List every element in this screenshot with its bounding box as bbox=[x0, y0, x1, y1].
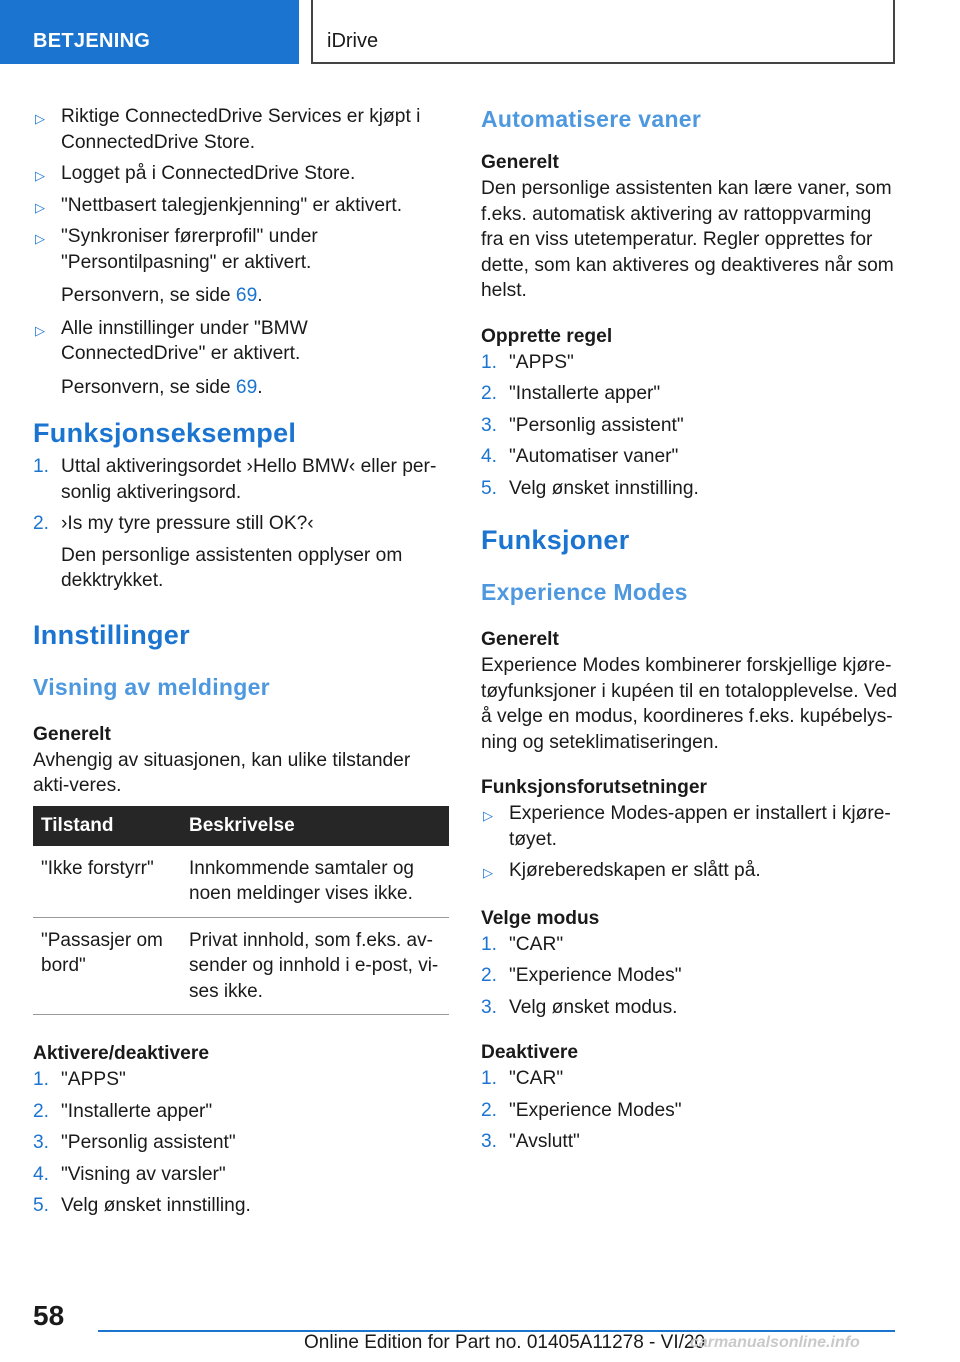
list-item: 5. Velg ønsket innstilling. bbox=[33, 1193, 449, 1219]
habits-text: Den personlige assistenten kan lære vaner, som f.eks. automatisk aktivering av rattoppvarming fra en viss utetemperatur. Regler opprettes for dette, som kan aktiveres og deaktiveres når som helst. bbox=[481, 178, 894, 301]
heading-create-rule: Opprette regel bbox=[481, 325, 613, 347]
section-title: BETJENING bbox=[33, 30, 151, 52]
heading-general: Generelt bbox=[481, 629, 559, 650]
step-number: 1. bbox=[481, 351, 498, 373]
step-number: 5. bbox=[33, 1195, 50, 1216]
modes-text: Experience Modes kombinerer forskjellige kjøre-tøyfunksjoner i kupéen til en totalopplevelse. Ved å velge en modus, koordineres f.eks. kupébelys-ning og seteklimatiseringen. bbox=[481, 655, 897, 753]
step-number: 1. bbox=[33, 1069, 50, 1090]
list-item: 3. "Personlig assistent" bbox=[481, 413, 897, 439]
topic-tab bbox=[311, 0, 895, 64]
edition-text: Online Edition for Part no. 01405A11278 - VI/20 bbox=[304, 1332, 706, 1353]
list-item: 1. "CAR" bbox=[481, 932, 897, 958]
list-item: 2. "Installerte apper" bbox=[33, 1099, 449, 1125]
triangle-bullet-icon: ▷ bbox=[35, 111, 45, 126]
heading-settings: Innstillinger bbox=[33, 619, 190, 650]
step-number: 2. bbox=[481, 1099, 498, 1121]
step-number: 3. bbox=[33, 1132, 50, 1153]
list-item: ▷ "Synkroniser førerprofil" under "Persontilpasning" er aktivert. bbox=[35, 226, 318, 273]
list-item: 1. Uttal aktiveringsordet ›Hello BMW‹ eller per-sonlig aktiveringsord. bbox=[33, 456, 437, 503]
general-text: Avhengig av situasjonen, kan ulike tilstander akti-veres. bbox=[33, 749, 411, 796]
column-header: Tilstand bbox=[33, 806, 181, 846]
heading-functions: Funksjoner bbox=[481, 525, 630, 555]
list-item: ▷ Alle innstillinger under "BMW ConnectedDrive" er aktivert. bbox=[35, 317, 308, 364]
step-number: 5. bbox=[481, 477, 498, 499]
triangle-bullet-icon: ▷ bbox=[35, 199, 45, 215]
heading-select-mode: Velge modus bbox=[481, 907, 600, 929]
table-row bbox=[33, 846, 449, 918]
table-row bbox=[33, 917, 449, 1015]
list-item: ▷ Riktige ConnectedDrive Services er kjøpt i ConnectedDrive Store. bbox=[35, 106, 421, 153]
right-column bbox=[481, 104, 897, 1161]
step-number: 4. bbox=[33, 1163, 50, 1185]
list-item: 3. "Avslutt" bbox=[481, 1129, 897, 1155]
step-number: 2. bbox=[481, 383, 498, 404]
example-note: Den personlige assistenten opplyser om dekktrykket. bbox=[61, 544, 403, 591]
triangle-bullet-icon: ▷ bbox=[35, 322, 45, 338]
list-item: 1. "APPS" bbox=[33, 1067, 449, 1093]
list-item: 4. "Automatiser vaner" bbox=[481, 444, 897, 470]
step-number: 2. bbox=[33, 1100, 50, 1122]
list-item: ▷ Kjøreberedskapen er slått på. bbox=[481, 858, 897, 884]
topic-title: iDrive bbox=[327, 30, 379, 52]
page-link[interactable]: 69 bbox=[235, 285, 258, 306]
heading-experience-modes: Experience Modes bbox=[481, 579, 688, 605]
privacy-reference: Personvern, se side 69. bbox=[61, 376, 263, 398]
list-item: 4. "Visning av varsler" bbox=[33, 1162, 449, 1188]
step-number: 1. bbox=[481, 1068, 498, 1089]
table-header-row bbox=[33, 806, 449, 846]
left-column bbox=[33, 104, 449, 1225]
table-cell: "Ikke forstyrr" bbox=[33, 846, 181, 918]
step-number: 2. bbox=[33, 513, 50, 534]
step-number: 3. bbox=[481, 1131, 498, 1152]
triangle-bullet-icon: ▷ bbox=[483, 865, 493, 880]
heading-prerequisites: Funksjonsforutsetninger bbox=[481, 777, 707, 798]
heading-example: Funksjonseksempel bbox=[33, 418, 297, 448]
list-item: 2. ›Is my tyre pressure still OK?‹ bbox=[33, 511, 449, 537]
heading-deactivate: Deaktivere bbox=[481, 1042, 579, 1063]
heading-habits: Automatisere vaner bbox=[481, 106, 702, 132]
table-cell: Privat innhold, som f.eks. av-sender og innhold i e-post, vi-ses ikke. bbox=[181, 917, 449, 1015]
list-item: ▷ "Nettbasert talegjenkjenning" er aktivert. bbox=[33, 193, 449, 219]
list-item: 1. "CAR" bbox=[481, 1066, 897, 1092]
heading-general: Generelt bbox=[33, 723, 111, 745]
privacy-reference: Personvern, se side 69. bbox=[61, 285, 263, 306]
step-number: 3. bbox=[481, 414, 498, 436]
state-table bbox=[33, 806, 449, 1016]
step-number: 2. bbox=[481, 965, 498, 986]
page-link[interactable]: 69 bbox=[235, 376, 258, 398]
list-item: ▷ Logget på i ConnectedDrive Store. bbox=[33, 161, 449, 187]
step-number: 1. bbox=[33, 456, 50, 477]
list-item: ▷ Experience Modes-appen er installert i kjøre-tøyet. bbox=[483, 803, 891, 850]
list-item: 2. "Experience Modes" bbox=[481, 1098, 897, 1124]
page-number: 58 bbox=[33, 1300, 65, 1331]
list-item: 3. Velg ønsket modus. bbox=[481, 995, 897, 1021]
list-item: 2. "Installerte apper" bbox=[481, 381, 897, 407]
column-header: Beskrivelse bbox=[181, 806, 449, 846]
triangle-bullet-icon: ▷ bbox=[483, 808, 493, 823]
list-item: 5. Velg ønsket innstilling. bbox=[481, 476, 897, 502]
section-tab bbox=[0, 0, 299, 64]
step-number: 3. bbox=[481, 996, 498, 1018]
watermark: carmanualsonline.info bbox=[690, 1334, 860, 1351]
list-item: 1. "APPS" bbox=[481, 350, 897, 376]
heading-notifications: Visning av meldinger bbox=[33, 673, 270, 700]
triangle-bullet-icon: ▷ bbox=[35, 231, 45, 246]
triangle-bullet-icon: ▷ bbox=[35, 168, 45, 183]
heading-general: Generelt bbox=[481, 152, 559, 173]
step-number: 1. bbox=[481, 933, 498, 955]
heading-activate: Aktivere/deaktivere bbox=[33, 1043, 209, 1064]
step-number: 4. bbox=[481, 446, 498, 467]
table-cell: Innkommende samtaler og noen meldinger vises ikke. bbox=[181, 846, 449, 918]
list-item: 2. "Experience Modes" bbox=[481, 963, 897, 989]
list-item: 3. "Personlig assistent" bbox=[33, 1130, 449, 1156]
table-cell: "Passasjer om bord" bbox=[33, 917, 181, 1015]
